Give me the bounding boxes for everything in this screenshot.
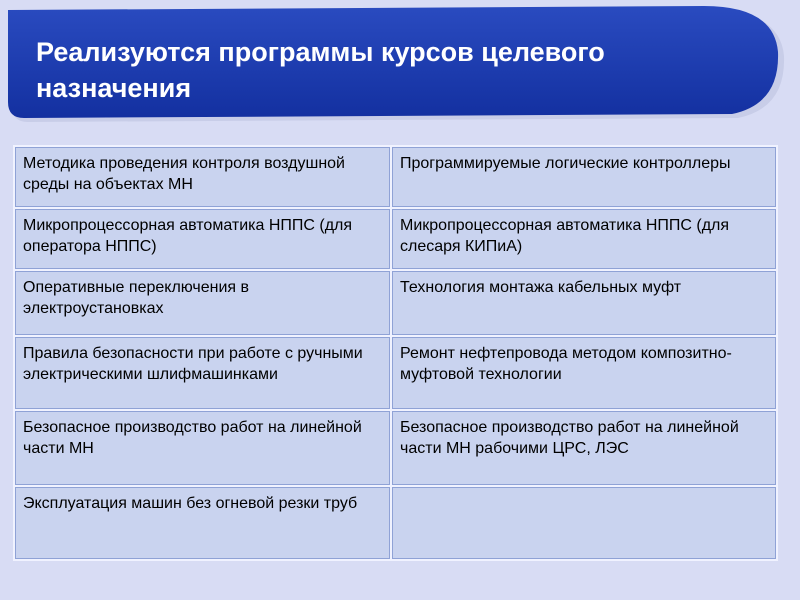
table-cell: Ремонт нефтепровода методом композитно-муфтовой технологии [391,336,777,410]
table-cell: Микропроцессорная автоматика НППС (для оператора НППС) [14,208,391,270]
courses-table [13,145,778,561]
table-cell: Оперативные переключения в электроустановках [14,270,391,336]
table-row [14,336,777,410]
table-cell: Методика проведения контроля воздушной среды на объектах МН [14,146,391,208]
table-cell: Безопасное производство работ на линейной части МН [14,410,391,486]
table-cell: Микропроцессорная автоматика НППС (для слесаря КИПиА) [391,208,777,270]
table-cell: Технология монтажа кабельных муфт [391,270,777,336]
table-row [14,410,777,486]
table-cell: Эксплуатация машин без огневой резки труб [14,486,391,560]
title-banner [8,6,788,126]
table-cell [391,486,777,560]
table-row [14,270,777,336]
table-cell: Правила безопасности при работе с ручными электрическими шлифмашинками [14,336,391,410]
table-cell: Безопасное производство работ на линейной части МН рабочими ЦРС, ЛЭС [391,410,777,486]
page-title: Реализуются программы курсов целевого назначения [36,37,605,103]
table-row [14,146,777,208]
table-row [14,208,777,270]
table-row [14,486,777,560]
table-cell: Программируемые логические контроллеры [391,146,777,208]
